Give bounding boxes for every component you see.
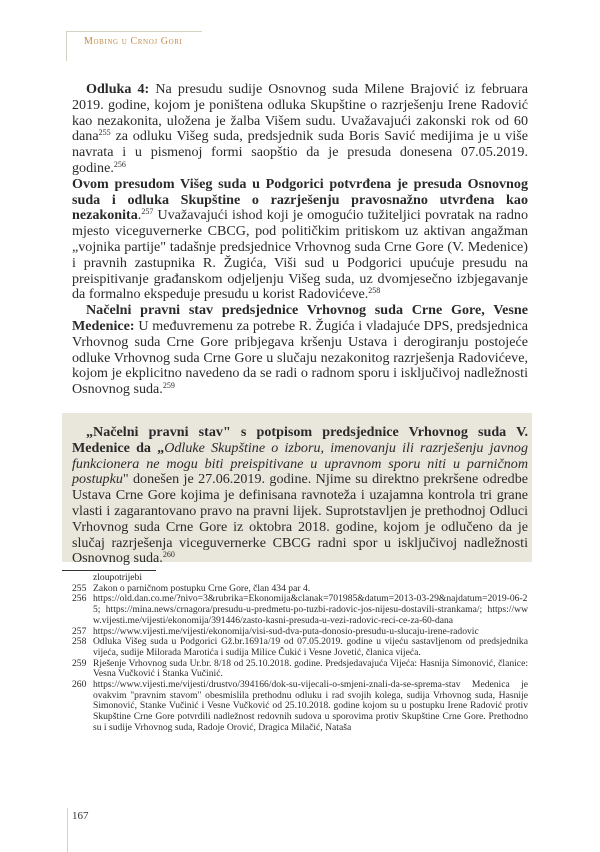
footnote-ref[interactable]: 258 (368, 286, 381, 296)
footnotes (72, 573, 528, 734)
text: U međuvremenu za potrebe R. Žugića i vladajuće DPS, predsjednica Vrhovnog suda Crne Gore pribjegava kršenju Ustava i derogiranju postojeće odluke Vrhovnog suda Crne Gore u slučaju nezakonitog razrješenja Radovićeve, kojom je ekplicitno navedeno da se radi o radnom sporu i isključivoj nadležnosti Osnovnog suda. (72, 317, 528, 398)
footnote-number: 257 (72, 625, 87, 637)
footnote-text[interactable]: https://www.vijesti.me/vijesti/ekonomija/visi-sud-dva-puta-donosio-presudu-u-slucaju-irene-radovic (93, 625, 479, 637)
quote-mark: „ (150, 439, 165, 456)
footnote-text: zloupotrijebi (93, 572, 143, 583)
highlight-box (62, 413, 532, 567)
text: . (137, 207, 142, 224)
footnote (72, 594, 528, 626)
text: Uvažavajući ishod koji je omogućio tužiteljici povratak na radno mjesto viceguvernerke CBCG, pod političkim pritiskom uz aktivan angažman „vojnika partije" tadašnje predsjednice Vrhovnog suda Crne Gore (V. Medenice) i pravnih zastupnika R. Žugića, Viši sud u Podgorici upućuje presudu na preispitivanje građanskom odjeljenju Višeg suda, uz dvomjesečno izbjegavanje da formalno ekspeduje presudu u korist Radovićeve. (72, 207, 528, 303)
footnote-number: 259 (72, 657, 87, 669)
footnote-number: 258 (72, 636, 87, 648)
footnote-ref[interactable]: 257 (141, 207, 154, 217)
header-rule-vertical (66, 31, 67, 61)
header-rule (66, 31, 202, 32)
footer-rule (67, 808, 68, 852)
footnote-ref[interactable]: 256 (113, 159, 126, 169)
running-header: Mobing u Crnoj Gori (84, 36, 183, 47)
footnote (72, 659, 528, 680)
footnote-ref[interactable]: 255 (98, 128, 111, 138)
text: za odluku Višeg suda, predsjednik suda Boris Savić medijima je u više navrata i u pismenoj formi saopštio da je presuda donesena 07.05.2019. godine. (72, 128, 528, 176)
box-lead: „Načelni pravni stav" s potpisom predsjednice Vrhovnog suda V. Medenice da (72, 424, 528, 456)
box-paragraph (72, 425, 528, 567)
paragraph-lead: Odluka 4: (86, 81, 150, 97)
paragraph-lead: Načelni pravni stav predsjednice Vrhovnog suda Crne Gore, Vesne Medenice: (72, 302, 528, 334)
text: " donešen je 27.06.2019. godine. Njime su direktno prekršene odredbe Ustava Crne Gore kojima je definisana ravnoteža i uzajamna kontrola tri grane vlasti i zagarantovano pravo na pravni lijek. Suprotstavljen je prethodnoj Odluci Vrhovnog suda Crne Gore iz oktobra 2018. godine, kojom je odlučeno da je slučaj razrješenja viceguvernerke CBCG radni spor u isključivoj nadležnosti Osnovnog suda. (72, 471, 528, 567)
footnote-number: 260 (72, 679, 87, 691)
paragraph-nacelni-stav (72, 303, 528, 398)
footnote-number: 255 (72, 582, 87, 594)
footnote-text[interactable]: https://www.vijesti.me/vijesti/drustvo/394166/dok-su-vijecali-o-smjeni-znali-da-se-sprema-stav Medenica je ovakvim "pravnim stavom" obesmislila prethodnu odluku i rad svojih kolega, sudija Vrhovnog suda, Hasnije Simonović, Stanke Vučinić i Vesne Vučković od 25.10.2018. godine kojom su u postupku Irene Radović protiv Skupštine Crne Gore potvrdili nadležnost redovnih sudova u sporovima protiv Skupštine Crne Gore. Prethodno su i sudije Vrhovnog suda, Radoje Orović, Dragica Milačić, Nataša (93, 679, 528, 733)
paragraph-odluka-4 (72, 82, 528, 303)
footnote-ref[interactable]: 260 (162, 550, 175, 560)
footnote-text: Odluka Višeg suda u Podgorici Gž.br.1691a/19 od 07.05.2019. godine u vijeću sastavljenom od predsjednika vijeća, sudije Milorada Marotića i sudija Milice Čukić i Vesne Jovetić, članica vijeća. (93, 636, 528, 658)
footnote-ref[interactable]: 259 (162, 381, 175, 391)
footnote-text: Zakon o parničnom postupku Crne Gore, član 434 par 4. (93, 582, 311, 594)
footnote-rule (62, 570, 156, 571)
footnote-text[interactable]: https://old.dan.co.me/?nivo=3&rubrika=Ekonomija&clanak=701985&datum=2013-03-29&najdatum=2019-06-25; https://mina.news/crnagora/presudu-u-predmetu-po-tuzbi-radovic-jos-nijesu-dostavili-strankama/; https://www.vijesti.me/vijesti/ekonomija/391446/zasto-kasni-presuda-u-vezi-radovic-reci-ce-za-60-dana (93, 593, 528, 626)
main-text (72, 82, 528, 398)
page-number: 167 (72, 810, 89, 822)
footnote (72, 637, 528, 658)
footnote-text: Rješenje Vrhovnog suda Ur.br. 8/18 od 25.10.2018. godine. Predsjedavajuća Vijeća: Hasnija Simonović, članice: Vesna Vučković i Stanka Vučinić. (93, 657, 528, 680)
emphasis: Ovom presudom Višeg suda u Podgorici potvrđena je presuda Osnovnog suda i odluka Skupštine o razrješenju pravosnažno utvrđena kao nezakonita (72, 175, 528, 224)
text: Na presudu sudije Osnovnog suda Milene Brajović iz februara 2019. godine, kojom je poništena odluka Skupštine o razrješenju Irene Radović kao nezakonita, uložena je žalba Višem sudu. Uvažavajući zakonski rok od 60 dana (72, 81, 528, 145)
footnote-number: 256 (72, 593, 87, 605)
footnote (72, 680, 528, 734)
quote: Odluke Skupštine o izboru, imenovanju ili razrješenju javnog funkcionera ne mogu biti preispitivane u upravnom sporu niti u parničnom postupku (72, 439, 528, 488)
